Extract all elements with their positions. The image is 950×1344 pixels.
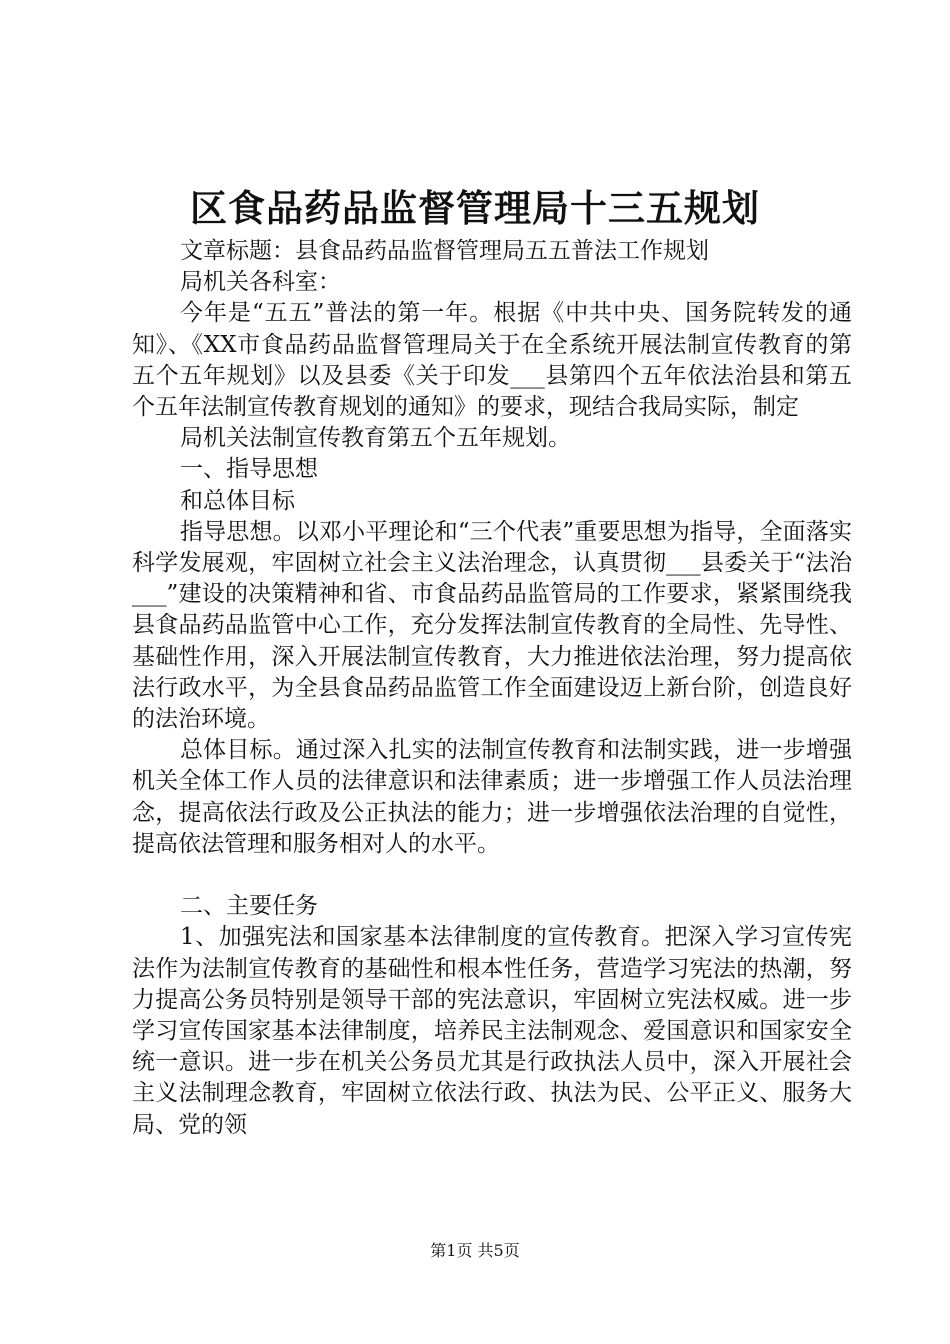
section-heading-1-continued: 和总体目标 bbox=[180, 487, 295, 514]
section-heading-2: 二、主要任务 bbox=[180, 893, 318, 920]
blank-line bbox=[132, 860, 852, 891]
salutation: 局机关各科室： bbox=[180, 269, 341, 296]
article-heading-line: 文章标题：县食品药品监督管理局五五普法工作规划 bbox=[180, 238, 709, 264]
paragraph-task-1: 1、加强宪法和国家基本法律制度的宣传教育。把深入学习宣传宪法作为法制宣传教育的基础性和根本性任务，营造学习宪法的热潮，努力提高公务员特别是领导干部的宪法意识，牢固树立宪法权威。进一步学习宣传国家基本法律制度，培养民主法制观念、爱国意识和国家安全统一意识。进一步在机关公务员尤其是行政执法人员中，深入开展社会主义法制理念教育，牢固树立依法行政、执法为民、公平正义、服务大局、党的领 bbox=[132, 924, 852, 1138]
page-footer: 第1页 共5页 bbox=[430, 1241, 520, 1260]
paragraph-guiding-thought: 指导思想。以邓小平理论和“三个代表”重要思想为指导，全面落实科学发展观，牢固树立社会主义法治理念，认真贯彻___县委关于“法治___”建设的决策精神和省、市食品药品监管局的工作要求，紧紧围绕我县食品药品监管中心工作，充分发挥法制宣传教育的全局性、先导性、基础性作用，深入开展法制宣传教育，大力推进依法治理，努力提高依法行政水平，为全县食品药品监管工作全面建设迈上新台阶，创造良好的法治环境。 bbox=[132, 518, 852, 733]
document-body bbox=[132, 236, 852, 1141]
paragraph-intro: 今年是“五五”普法的第一年。根据《中共中央、国务院转发的通知》、《XX市食品药品监督管理局关于在全系统开展法制宣传教育的第五个五年规划》以及县委《关于印发___县第四个五年依法治县和第五个五年法制宣传教育规划的通知》的要求，现结合我局实际，制定 bbox=[132, 300, 852, 421]
paragraph-overall-goal: 总体目标。通过深入扎实的法制宣传教育和法制实践，进一步增强机关全体工作人员的法律意识和法律素质；进一步增强工作人员法治理念，提高依法行政及公正执法的能力；进一步增强依法治理的自觉性，提高依法管理和服务相对人的水平。 bbox=[132, 737, 852, 857]
document-title: 区食品药品监督管理局十三五规划 bbox=[190, 186, 760, 230]
section-heading-1: 一、指导思想 bbox=[180, 456, 318, 483]
paragraph-intro-continued: 局机关法制宣传教育第五个五年规划。 bbox=[180, 425, 571, 452]
